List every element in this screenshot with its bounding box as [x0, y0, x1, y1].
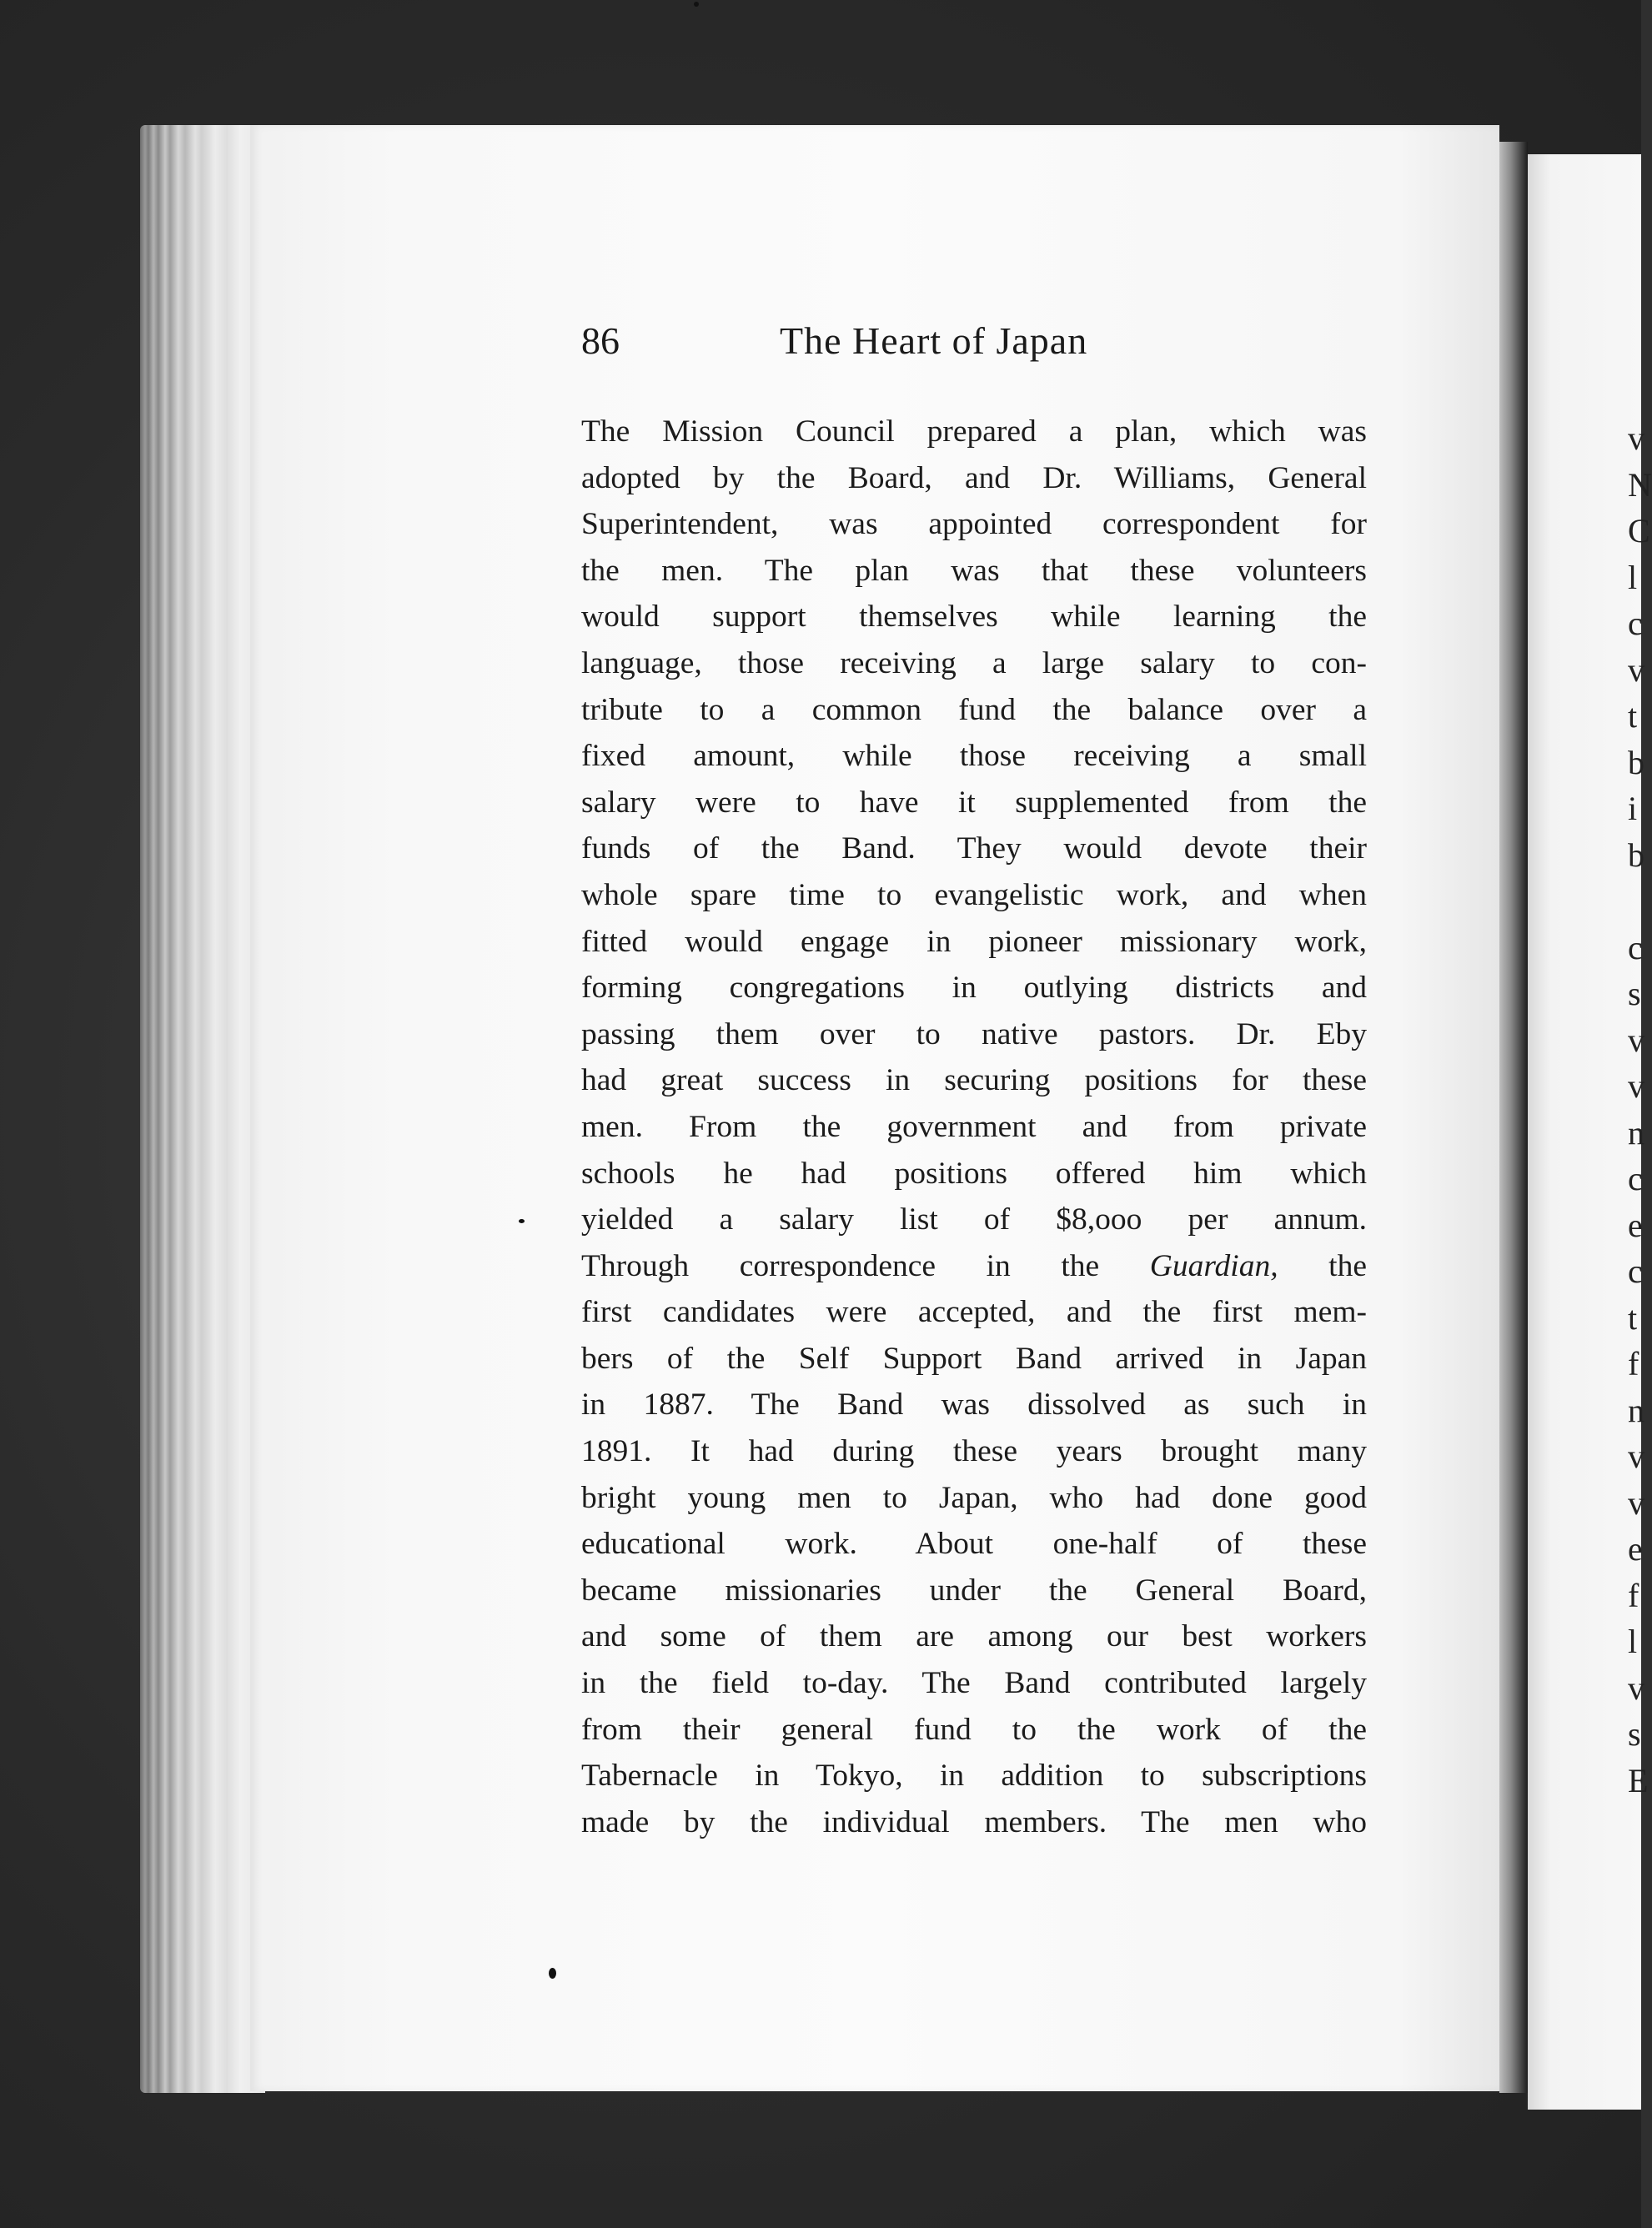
- text-line: had great success in securing positions for these: [581, 1063, 1367, 1098]
- fragment: t: [1628, 1298, 1638, 1337]
- fragment: v: [1628, 1438, 1644, 1475]
- text-line: from their general fund to the work of the: [581, 1712, 1367, 1747]
- fragment: n: [1628, 1391, 1644, 1429]
- text-line: language, those receiving a large salary to con-: [581, 645, 1367, 680]
- fragment: t: [1628, 697, 1638, 735]
- text-line: tribute to a common fund the balance over a: [581, 692, 1367, 727]
- fragment: e: [1628, 1530, 1643, 1568]
- fragment: s: [1628, 1715, 1641, 1753]
- text-line: and some of them are among our best workers: [581, 1619, 1367, 1654]
- text-line: bright young men to Japan, who had done good: [581, 1480, 1367, 1515]
- text-line: schools he had positions offered him which: [581, 1156, 1367, 1191]
- text-line: funds of the Band. They would devote their: [581, 831, 1367, 866]
- page-header: [581, 319, 1369, 369]
- text-line: educational work. About one-half of these: [581, 1527, 1367, 1562]
- fragment: s: [1628, 975, 1641, 1012]
- facing-page: [1528, 154, 1652, 2110]
- fragment: [1628, 878, 1641, 925]
- body-text: [581, 409, 1367, 1845]
- scan-speck: [694, 2, 699, 7]
- fragment: v: [1628, 650, 1644, 689]
- text-line: whole spare time to evangelistic work, and when: [581, 877, 1367, 912]
- text-line: Tabernacle in Tokyo, in addition to subscriptions: [581, 1759, 1367, 1794]
- text-line: adopted by the Board, and Dr. Williams, General: [581, 460, 1367, 495]
- fragment: c: [1628, 605, 1643, 642]
- text-line: made by the individual members. The men who: [581, 1804, 1367, 1839]
- fragment: v: [1628, 1067, 1644, 1105]
- fragment: l: [1628, 1623, 1638, 1660]
- text-line: Superintendent, was appointed correspondent for: [581, 507, 1367, 542]
- text-line: in 1887. The Band was dissolved as such in: [581, 1387, 1367, 1423]
- text-line-with-italic: Through correspondence in the Guardian, the: [581, 1248, 1367, 1283]
- fragment: c: [1628, 1160, 1643, 1197]
- fragment: i: [1628, 790, 1638, 827]
- scan-speck: [519, 1219, 525, 1223]
- text-line: forming congregations in outlying districts and: [581, 971, 1367, 1006]
- text-line: the men. The plan was that these volunteers: [581, 553, 1367, 588]
- text-line: first candidates were accepted, and the first mem-: [581, 1295, 1367, 1330]
- book-gutter: [1499, 142, 1528, 2093]
- fragment: v: [1628, 1021, 1644, 1059]
- page-number: 86: [581, 319, 620, 362]
- fragment: f: [1628, 1576, 1639, 1614]
- facing-page-text-fragments: [1628, 415, 1652, 1804]
- text-line: fitted would engage in pioneer missionary work,: [581, 924, 1367, 959]
- fragment: v: [1628, 1483, 1644, 1522]
- running-head: The Heart of Japan: [780, 319, 1088, 362]
- text-line: became missionaries under the General Board,: [581, 1573, 1367, 1608]
- fragment: c: [1628, 928, 1643, 966]
- text-line: men. From the government and from private: [581, 1109, 1367, 1144]
- text-line: fixed amount, while those receiving a small: [581, 739, 1367, 774]
- text-line: in the field to-day. The Band contributed largely: [581, 1666, 1367, 1701]
- fragment: v: [1628, 1668, 1644, 1707]
- fragment: c: [1628, 1252, 1643, 1290]
- italic-title: Guardian,: [1149, 1248, 1278, 1283]
- fragment: e: [1628, 1206, 1643, 1244]
- fragment: E: [1628, 1761, 1649, 1799]
- fragment: C: [1628, 512, 1650, 549]
- fragment: l: [1628, 558, 1638, 596]
- page-edges: [140, 125, 265, 2093]
- text-line: yielded a salary list of $8,ooo per annum.: [581, 1202, 1367, 1237]
- scan-speck: [549, 1968, 556, 1979]
- text-line: 1891. It had during these years brought many: [581, 1434, 1367, 1469]
- fragment: N: [1628, 465, 1652, 504]
- text-line: would support themselves while learning the: [581, 600, 1367, 635]
- fragment: n: [1628, 1113, 1644, 1152]
- text-line: The Mission Council prepared a plan, which was: [581, 414, 1367, 449]
- text-line: passing them over to native pastors. Dr. Eby: [581, 1016, 1367, 1051]
- text-line: salary were to have it supplemented from the: [581, 785, 1367, 820]
- text-line: bers of the Self Support Band arrived in Japan: [581, 1341, 1367, 1376]
- fragment: v: [1628, 419, 1644, 457]
- fragment: f: [1628, 1345, 1639, 1382]
- fragment: b: [1628, 743, 1644, 781]
- fragment: b: [1628, 836, 1644, 874]
